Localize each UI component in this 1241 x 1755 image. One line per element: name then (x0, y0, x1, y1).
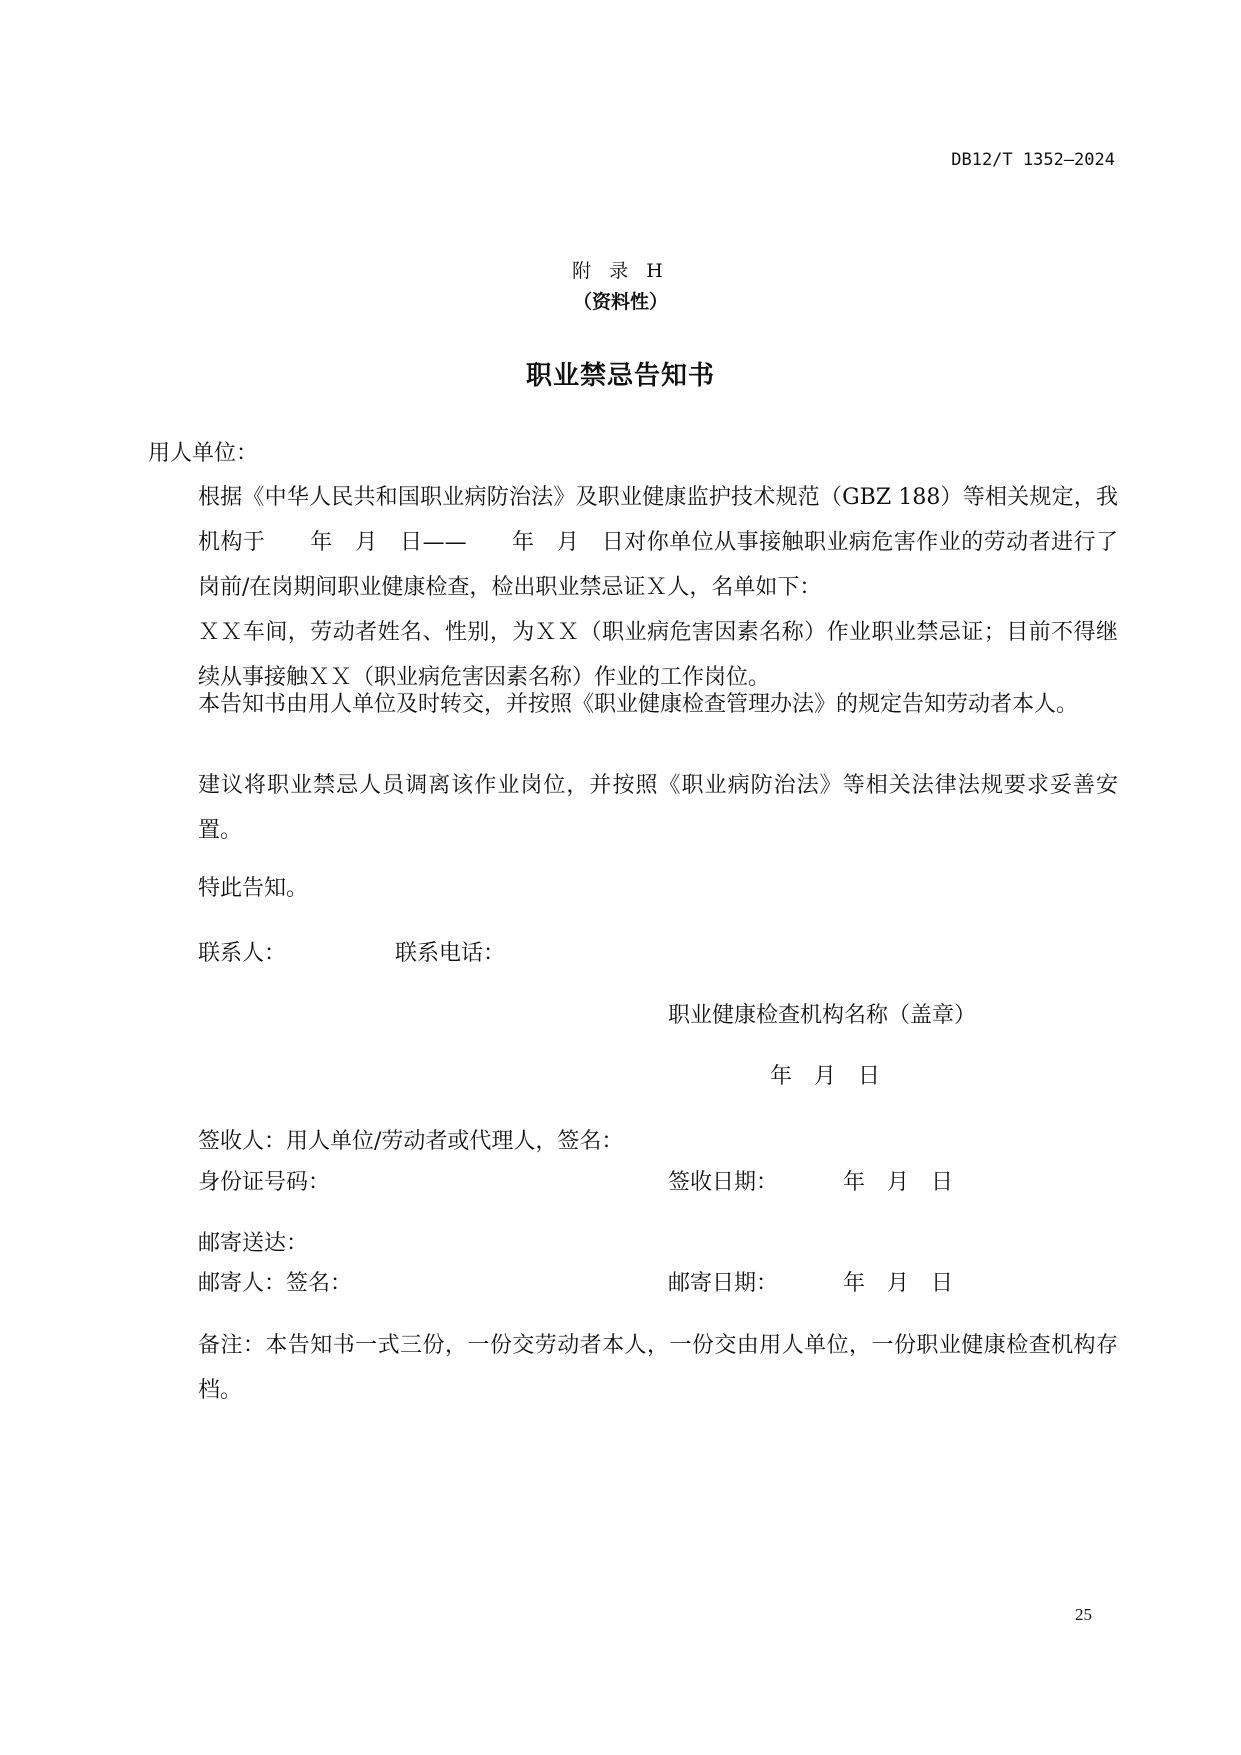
paragraph-text: ＸＸ车间，劳动者姓名、性别，为ＸＸ（职业病危害因素名称）作业职业禁忌证；目前不得继续从事接触ＸＸ（职业病危害因素名称）作业的工作岗位。 (198, 620, 1118, 690)
mail-date-label: 邮寄日期： (668, 1271, 779, 1296)
paragraph-transfer (148, 682, 1118, 727)
mail-date-value: 年 月 日 (843, 1271, 954, 1296)
mail-sender: 邮寄人：签名： (198, 1271, 353, 1296)
receipt-date-label: 签收日期： (668, 1170, 779, 1195)
issuer-date: 年 月 日 (770, 1064, 881, 1089)
paragraph-legal-basis (148, 475, 1118, 610)
paragraph-text: 建议将职业禁忌人员调离该作业岗位，并按照《职业病防治法》等相关法律法规要求妥善安置。 (198, 773, 1118, 843)
receipt-signer: 签收人：用人单位/劳动者或代理人，签名： (198, 1129, 624, 1154)
appendix-label: 附 录 H (572, 260, 669, 282)
paragraph-text: 根据《中华人民共和国职业病防治法》及职业健康监护技术规范（GBZ 188）等相关规定，我机构于 年 月 日—— 年 月 日对你单位从事接触职业病危害作业的劳动者进行了岗前/在岗期间职业健康检查，检出职业禁忌证Ｘ人，名单如下： (198, 485, 1118, 600)
receipt-id-number: 身份证号码： (198, 1170, 331, 1195)
remark-text: 备注：本告知书一式三份，一份交劳动者本人，一份交由用人单位，一份职业健康检查机构存档。 (198, 1333, 1118, 1403)
document-code: DB12/T 1352—2024 (951, 150, 1115, 170)
notice-text: 特此告知。 (198, 876, 309, 901)
remark (148, 1323, 1118, 1413)
receipt-date-value: 年 月 日 (843, 1170, 954, 1195)
paragraph-suggestion (148, 763, 1118, 853)
page-title: 职业禁忌告知书 (525, 361, 715, 391)
issuer-name: 职业健康检查机构名称（盖章） (668, 1003, 977, 1028)
addressee: 用人单位： (148, 441, 259, 466)
contact-person: 联系人： (198, 941, 287, 966)
contact-phone: 联系电话： (395, 941, 506, 966)
appendix-nature: （资料性） (572, 291, 668, 313)
mail-title: 邮寄送达： (198, 1231, 309, 1256)
page-number: 25 (1075, 1605, 1092, 1624)
paragraph-text: 本告知书由用人单位及时转交，并按照《职业健康检查管理办法》的规定告知劳动者本人。 (198, 692, 1079, 717)
